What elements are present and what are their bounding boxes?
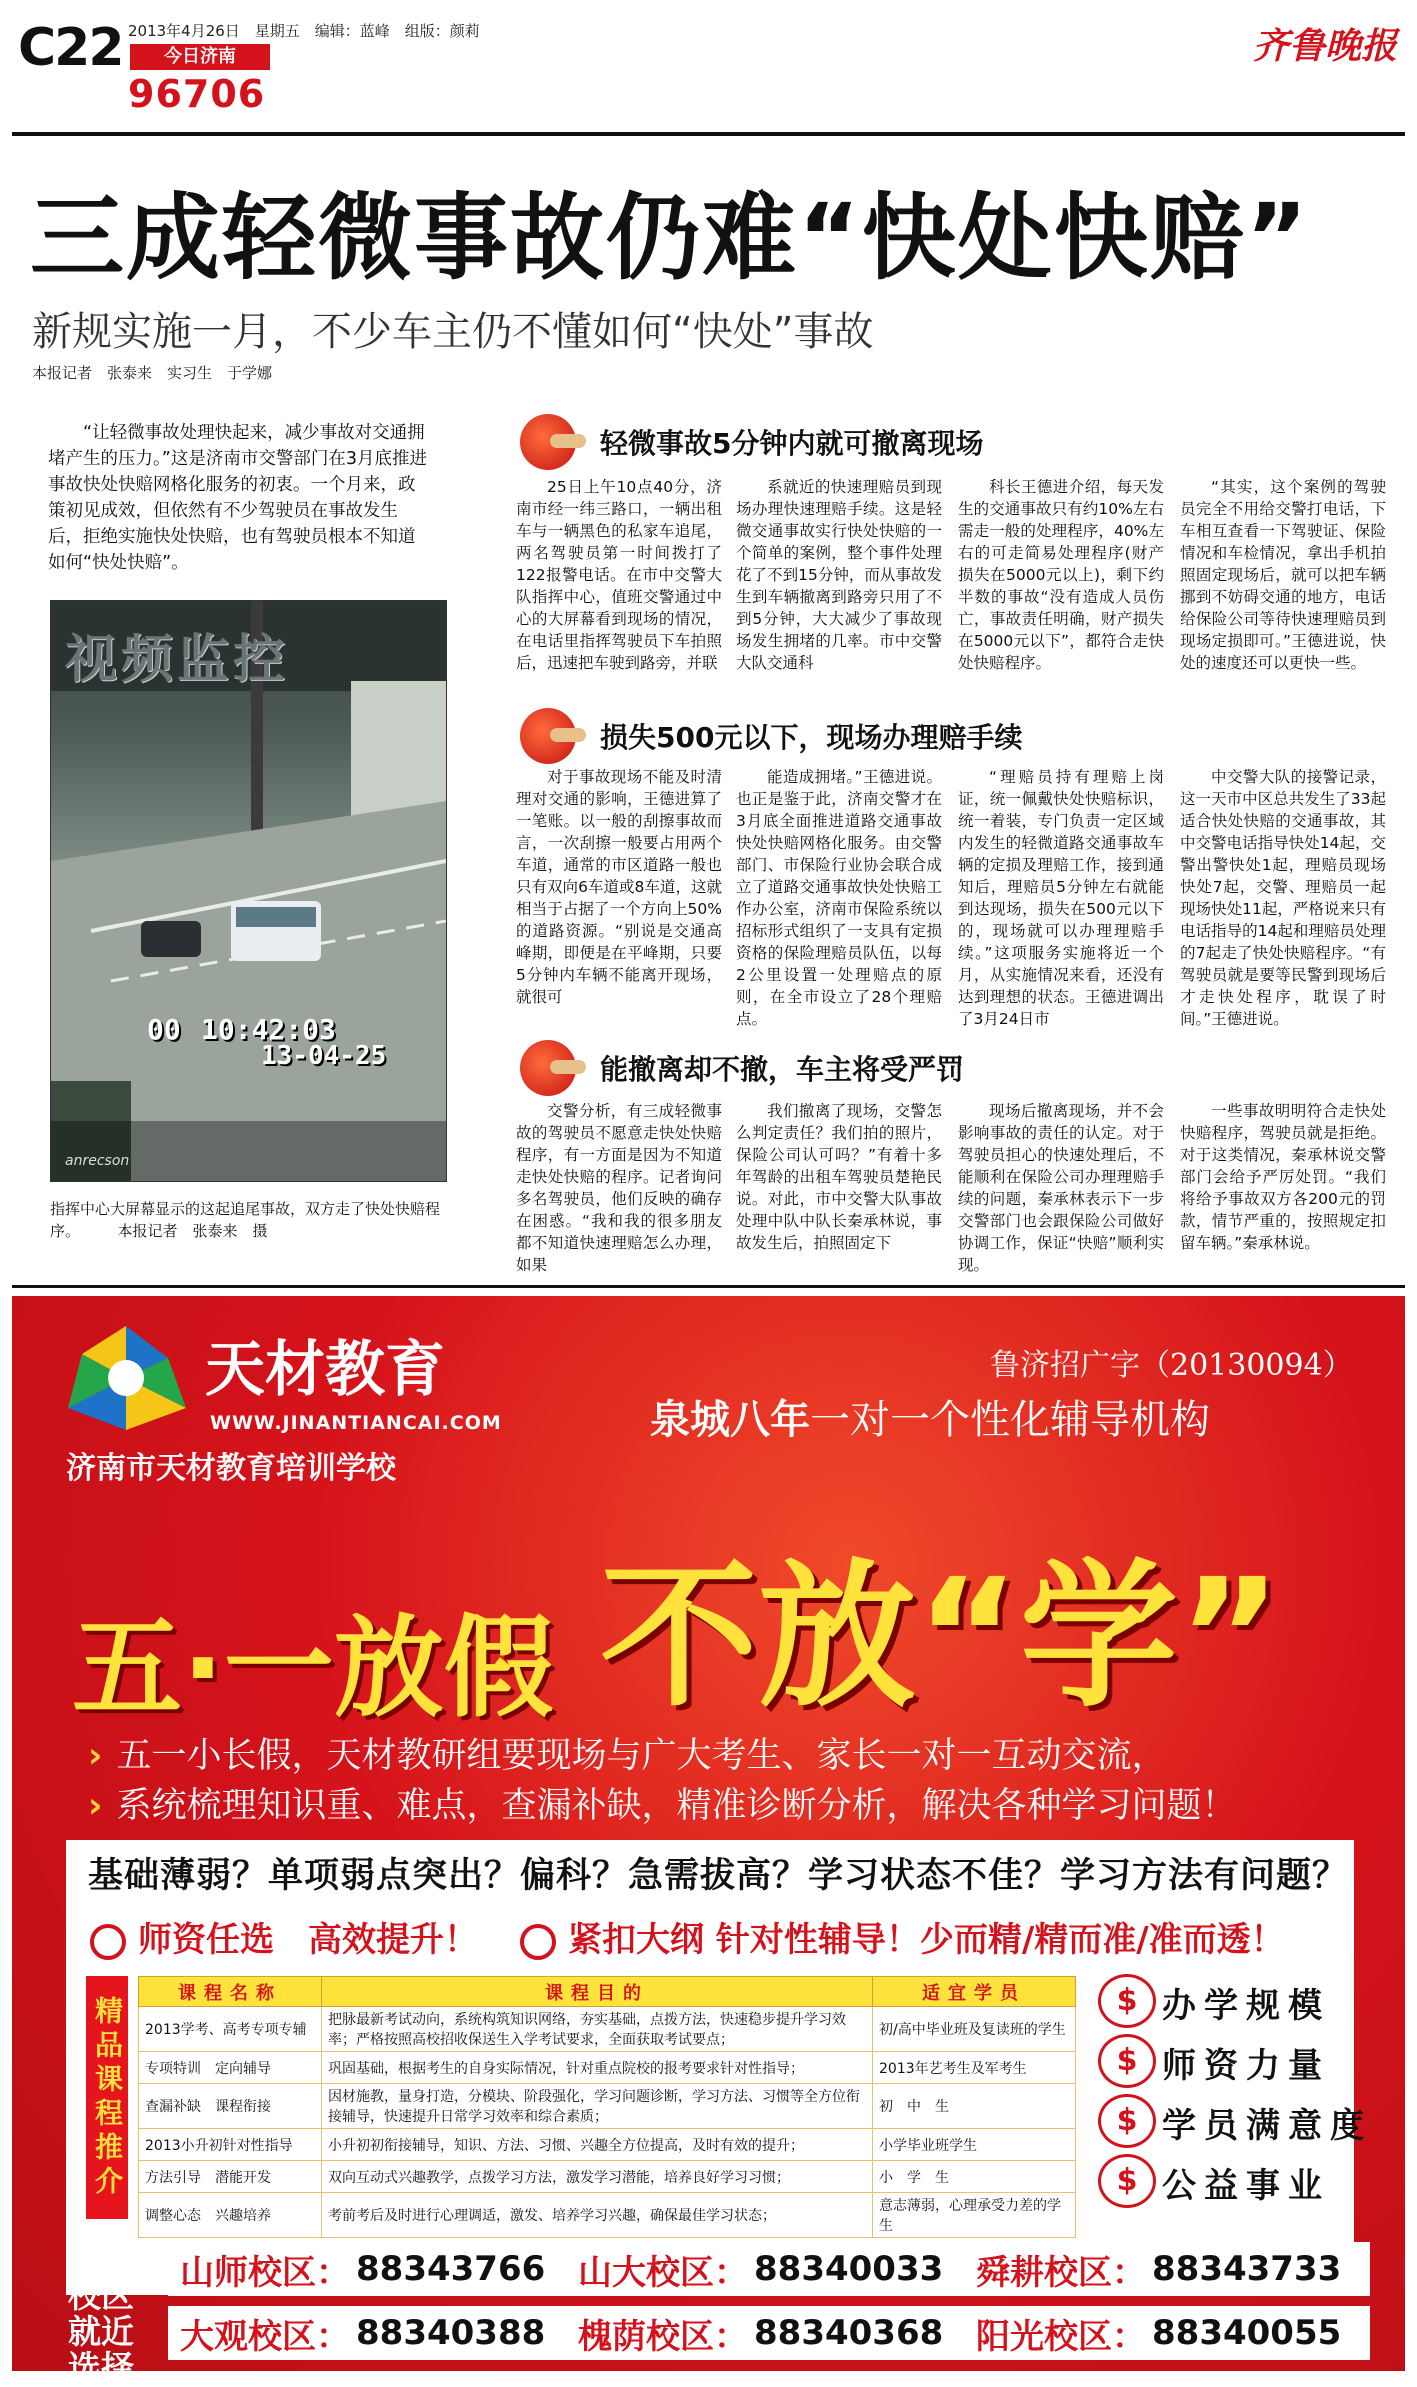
table-cell: 查漏补缺 课程衔接 (139, 2084, 322, 2129)
pointing-hand-icon (520, 414, 576, 470)
camera-date: 13-04-25 (261, 1041, 387, 1071)
ad-feature (520, 1912, 1285, 1961)
section-heading-1 (520, 414, 983, 470)
camera-brand: anrecson (65, 1153, 130, 1169)
page-number: C22 (18, 18, 123, 78)
subheadline: 新规实施一月，不少车主仍不懂如何“快处”事故 (32, 309, 874, 355)
section-heading-3 (520, 1040, 964, 1096)
news-hotline: 96706 (128, 72, 266, 116)
campus-name: 大观校区： (180, 2316, 350, 2357)
tiancai-logo-icon (56, 1318, 196, 1438)
campus-phone[interactable]: 88343766 (356, 2249, 546, 2289)
table-cell: 2013年艺考生及军考生 (873, 2052, 1076, 2084)
coin-icon: $ (1098, 1974, 1156, 2028)
table-cell: 初/高中毕业班及复读班的学生 (873, 2007, 1076, 2052)
section-title: 损失500元以下，现场办理赔手续 (600, 721, 1023, 754)
table-cell: 小学毕业班学生 (873, 2129, 1076, 2161)
campus-item (566, 2242, 970, 2296)
table-cell: 2013学考、高考专项专辅 (139, 2007, 322, 2052)
target-icon (90, 1924, 126, 1960)
campus-item (964, 2242, 1370, 2296)
pointing-hand-icon (520, 708, 576, 764)
article-column: 能造成拥堵。”王德进说。也正是鉴于此，济南交警才在3月底全面推进道路交通事故快处快赔网格化服务。由交警部门、市保险行业协会联合成立了道路交通事故快处快赔工作办公室，济南市保险系统以招标形式组织了一支具有定损资格的保险理赔员队伍，以每2公里设置一处理赔点的原则，在全市设立了28个理赔点。 (736, 768, 942, 1028)
table-row (139, 2161, 1076, 2193)
campus-name: 阳光校区： (976, 2316, 1146, 2357)
campus-name: 槐荫校区： (578, 2316, 748, 2357)
lead-paragraph: “让轻微事故处理快起来，减少事故对交通拥堵产生的压力。”这是济南市交警部门在3月底推进事故快处快赔网格化服务的初衷。一个月来，政策初见成效，但依然有不少驾驶员在事故发生后，拒绝实施快处快赔，也有驾驶员根本不知道如何“快处快赔”。 (48, 423, 427, 573)
ad-side-item: 办学规模 (1162, 1986, 1330, 2026)
col-header: 适宜学员 (873, 1977, 1076, 2007)
table-cell: 把脉最新考试动向，系统构筑知识网络，夯实基础，点拨方法，快速稳步提升学习效率；严格按照高校招收保送生入学考试要求，全面获取考试要点； (322, 2007, 873, 2052)
ad-side-item: 师资力量 (1162, 2046, 1330, 2086)
photo-caption: 指挥中心大屏幕显示的这起追尾事故，双方走了快处快赔程序。 本报记者 张泰来 摄 (50, 1200, 441, 1240)
table-row (139, 2052, 1076, 2084)
ad-question: 基础薄弱？单项弱点突出？偏科？急需拔高？学习状态不佳？学习方法有问题？ (88, 1856, 1349, 1896)
coin-icon: $ (1098, 2094, 1156, 2148)
article-column: 中交警大队的接警记录，这一天市中区总共发生了33起适合快处快赔的交通事故，其中交警电话指导快处14起，交警出警快处1起，理赔员现场快处7起，交警、理赔员一起现场快处11起，严格说来只有电话指导的14起和理赔员处理的7起走了快处快赔程序。“有驾驶员就是要等民警到现场后才走快处程序，耽误了时间。”王德进说。 (1180, 768, 1386, 1028)
article-column: “理赔员持有理赔上岗证，统一佩戴快处快赔标识，统一着装，专门负责一定区域内发生的轻微道路交通事故车辆的定损及理赔工作，接到通知后，理赔员5分钟左右就能到达现场，损失在500元以下的，现场就可以办理理赔手续。”这项服务实施将近一个月，从实施情况来看，还没有达到理想的状态。王德进调出了3月24日市 (958, 768, 1164, 1028)
table-cell: 小升初初衔接辅导，知识、方法、习惯、兴趣全方位提高，及时有效的提升； (322, 2129, 873, 2161)
coin-icon: $ (1098, 2154, 1156, 2208)
ad-brand-name: 天材教育 (205, 1335, 445, 1405)
table-cell: 2013小升初针对性指导 (139, 2129, 322, 2161)
arrow-right-icon: › (88, 1736, 103, 1776)
table-cell: 小 学 生 (873, 2161, 1076, 2193)
ad-title-left: 五·一放假 (72, 1604, 554, 1732)
article-column: 交警分析，有三成轻微事故的驾驶员不愿意走快处快赔程序，有一方面是因为不知道走快处快赔的程序。记者询问多名驾驶员，他们反映的确存在困惑。“我和我的很多朋友都不知道快速理赔怎么办理，如果 (516, 1102, 722, 1274)
campus-phone[interactable]: 88340033 (754, 2249, 944, 2289)
ad-side-item: 学员满意度 (1162, 2106, 1372, 2146)
camera-index: 00 (147, 1013, 181, 1046)
ad-bullet (88, 1728, 1166, 1778)
table-header-row (139, 1977, 1076, 2007)
campus-phone[interactable]: 88340368 (754, 2313, 944, 2353)
campus-item (964, 2306, 1370, 2360)
table-cell: 意志薄弱，心理承受力差的学生 (873, 2193, 1076, 2238)
campus-item (168, 2306, 572, 2360)
camera-time: 10:42:03 (201, 1013, 336, 1046)
pointing-hand-icon (520, 1040, 576, 1096)
ad-feature (90, 1912, 478, 1961)
target-icon (520, 1924, 556, 1960)
article-column: 25日上午10点40分，济南市经一纬三路口，一辆出租车与一辆黑色的私家车追尾，两名驾驶员第一时间拨打了122报警电话。在市中交警大队指挥中心，值班交警通过中心的大屏幕看到现场的情况，在电话里指挥驾驶员下车拍照后，迅速把车驶到路旁，并联 (516, 478, 722, 672)
ad-feature-text: 师资任选 高效提升！ (138, 1920, 478, 1960)
table-row (139, 2007, 1076, 2052)
surveillance-photo (50, 600, 447, 1182)
ad-license-no: 鲁济招广字（20130094） (990, 1348, 1353, 1383)
campus-phone[interactable]: 88340055 (1152, 2313, 1342, 2353)
ad-feature-text: 紧扣大纲 针对性辅导！少而精/精而准/准而透！ (568, 1920, 1285, 1960)
course-table (138, 1976, 1076, 2238)
section-badge: 今日济南 (130, 44, 270, 70)
table-cell: 方法引导 潜能开发 (139, 2161, 322, 2193)
ad-website[interactable]: WWW.JINANTIANCAI.COM (210, 1412, 502, 1434)
table-cell: 巩固基础，根据考生的自身实际情况，针对重点院校的报考要求针对性指导； (322, 2052, 873, 2084)
table-row (139, 2193, 1076, 2238)
col-header: 课程目的 (322, 1977, 873, 2007)
course-table-label: 精品课程推介 (86, 1976, 128, 2219)
issue-meta: 2013年4月26日 星期五 编辑：蓝峰 组版：颜莉 (128, 22, 480, 40)
table-cell: 调整心态 兴趣培养 (139, 2193, 322, 2238)
newspaper-logo: 齐鲁晚报 (1252, 25, 1397, 67)
ad-bullet-text: 系统梳理知识重、难点，查漏补缺，精准诊断分析，解决各种学习问题！ (116, 1786, 1237, 1826)
campus-name: 山大校区： (578, 2252, 748, 2293)
article-column: 我们撤离了现场，交警怎么判定责任？我们拍的照片，保险公司认可吗？”有着十多年驾龄的出租车驾驶员楚艳民说。对此，市中交警大队事故处理中队中队长秦承林说，事故发生后，拍照固定下 (736, 1102, 942, 1252)
campus-tag: 六大校区就近选择 (68, 2240, 134, 2387)
campus-phone[interactable]: 88340388 (356, 2313, 546, 2353)
ad-school-name: 济南市天材教育培训学校 (66, 1451, 396, 1486)
table-cell: 双向互动式兴趣教学，点拨学习方法，激发学习潜能，培养良好学习习惯； (322, 2161, 873, 2193)
campus-item (168, 2242, 572, 2296)
header-rule (12, 132, 1405, 136)
arrow-right-icon: › (88, 1786, 103, 1826)
photo-overlay-label: 视频监控 (65, 630, 290, 690)
article-column: 一些事故明明符合走快处快赔程序，驾驶员就是拒绝。对于这类情况，秦承林说交警部门会给予严厉处罚。“我们将给予事故双方各200元的罚款，情节严重的，按照规定扣留车辆。”秦承林说。 (1180, 1102, 1386, 1252)
coin-icon: $ (1098, 2034, 1156, 2088)
article-column: “其实，这个案例的驾驶员完全不用给交警打电话，下车相互查看一下驾驶证、保险情况和车检情况，拿出手机拍照固定现场后，就可以把车辆挪到不妨碍交通的地方，电话给保险公司等待快速理赔员到现场定损即可。”王德进说，快处的速度还可以更快一些。 (1180, 478, 1386, 672)
headline: 三成轻微事故仍难“快处快赔” (30, 184, 1310, 293)
section-heading-2 (520, 708, 1022, 764)
table-cell: 考前考后及时进行心理调适，激发、培养学习兴趣，确保最佳学习状态； (322, 2193, 873, 2238)
ad-slogan-rest: 一对一个性化辅导机构 (810, 1397, 1210, 1443)
section-title: 轻微事故5分钟内就可撤离现场 (600, 427, 984, 460)
campus-item (566, 2306, 970, 2360)
article-column: 对于事故现场不能及时清理对交通的影响，王德进算了一笔账。以一般的刮擦事故而言，一次刮擦一般要占用两个车道，通常的市区道路一般也只有双向6车道或8车道，这就相当于占据了一个方向上50%的道路资源。“别说是交通高峰期，即便是在平峰期，只要5分钟内车辆不能离开现场，就很可 (516, 768, 722, 1006)
table-row (139, 2084, 1076, 2129)
table-row (139, 2129, 1076, 2161)
section-title: 能撤离却不撤，车主将受严罚 (600, 1053, 965, 1086)
ad-slogan (650, 1388, 1210, 1445)
col-header: 课程名称 (139, 1977, 322, 2007)
table-cell: 因材施教，量身打造，分模块、阶段强化，学习问题诊断，学习方法、习惯等全方位衔接辅导，快速提升日常学习效率和综合素质； (322, 2084, 873, 2129)
ad-side-item: 公益事业 (1162, 2166, 1330, 2206)
ad-bullet-text: 五一小长假，天材教研组要现场与广大考生、家长一对一互动交流， (116, 1736, 1167, 1776)
campus-name: 舜耕校区： (976, 2252, 1146, 2293)
article-column: 现场后撤离现场，并不会影响事故的责任的认定。对于驾驶员担心的快速处理后，不能顺利在保险公司办理理赔手续的问题，秦承林表示下一步交警部门也会跟保险公司做好协调工作，保证“快赔”顺利实现。 (958, 1102, 1164, 1274)
ad-title-right: 不放“学” (600, 1545, 1282, 1729)
table-cell: 专项特训 定向辅导 (139, 2052, 322, 2084)
ad-bullet (88, 1778, 1236, 1828)
article-column: 系就近的快速理赔员到现场办理快速理赔手续。这是轻微交通事故实行快处快赔的一个简单的案例，整个事件处理花了不到15分钟，而从事故发生到车辆撤离到路旁只用了不到5分钟，大大减少了事故现场发生拥堵的几率。市中交警大队交通科 (736, 478, 942, 672)
table-cell: 初 中 生 (873, 2084, 1076, 2129)
byline: 本报记者 张泰来 实习生 于学娜 (32, 364, 273, 382)
campus-phone[interactable]: 88343733 (1152, 2249, 1342, 2289)
article-column: 科长王德进介绍，每天发生的交通事故只有约10%左右需走一般的处理程序，40%左右的可走简易处理程序(财产损失在5000元以上)，剩下约半数的事故“没有造成人员伤亡，事故责任明确，财产损失在5000元以下”，都符合走快处快赔程序。 (958, 478, 1164, 672)
campus-name: 山师校区： (180, 2252, 350, 2293)
ad-slogan-bold: 泉城八年 (650, 1397, 810, 1443)
